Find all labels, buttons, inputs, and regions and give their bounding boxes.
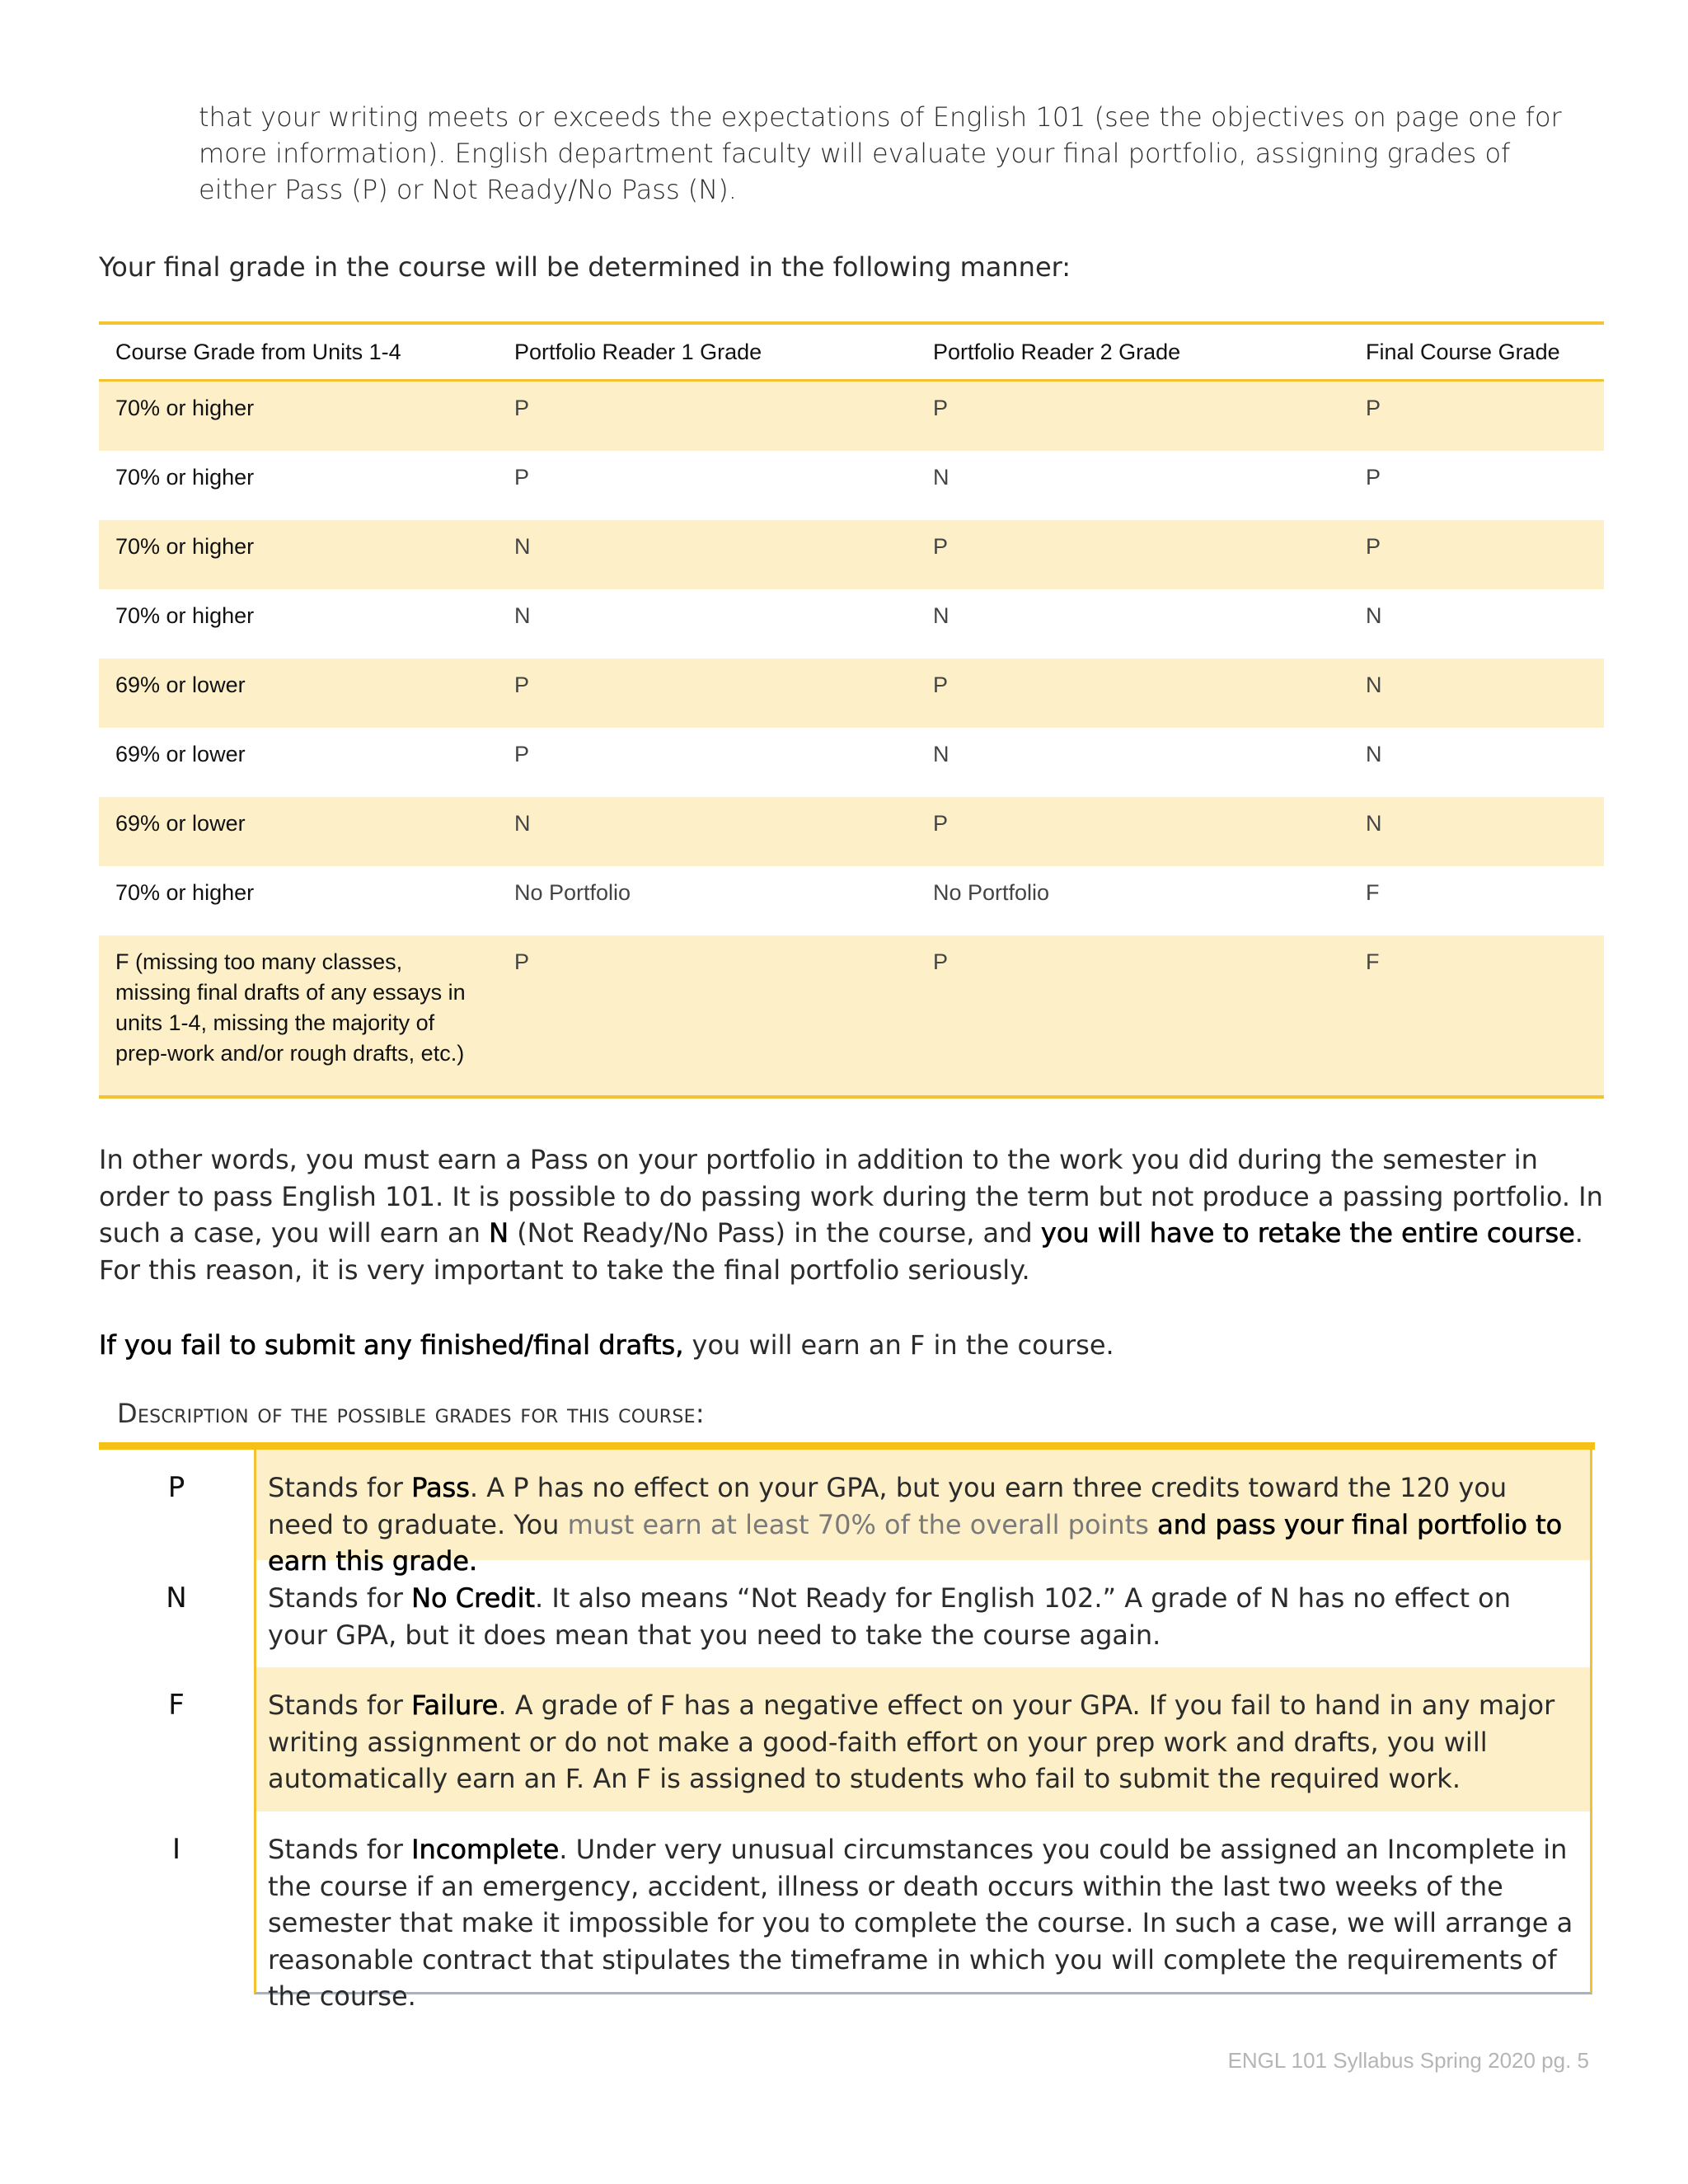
table-row bbox=[99, 797, 1604, 866]
desc-bold-text: and pass your final portfolio to earn this grade. bbox=[268, 1508, 1563, 1577]
desc-text: Stands for bbox=[268, 1690, 412, 1721]
fail-to-submit-note bbox=[99, 1327, 1582, 1363]
table-row bbox=[99, 935, 1604, 1097]
table-cell: 70% or higher bbox=[99, 381, 498, 452]
table-cell: 70% or higher bbox=[115, 465, 255, 490]
table-cell: F (missing too many classes, missing final drafts of any essays in units 1-4, missing the majority of prep-work and/or rough drafts, etc.) bbox=[99, 935, 498, 1097]
grade-term: Pass bbox=[411, 1472, 470, 1503]
table-cell: 69% or lower bbox=[99, 658, 498, 728]
grade-letter: I bbox=[171, 1833, 181, 1866]
grade-row-n bbox=[99, 1560, 1592, 1667]
table-cell: N bbox=[1349, 797, 1604, 866]
table-cell: P bbox=[917, 520, 1349, 589]
grade-letter: P bbox=[167, 1471, 185, 1504]
table-cell: No Portfolio bbox=[933, 880, 1050, 905]
table-cell: 69% or lower bbox=[115, 742, 246, 766]
grades-section-heading: Description of the possible grades for this course: bbox=[117, 1398, 705, 1429]
table-cell: P bbox=[498, 935, 917, 1097]
table-cell: F bbox=[1349, 935, 1604, 1097]
grade-term: Incomplete bbox=[411, 1834, 560, 1865]
table-row bbox=[99, 866, 1604, 935]
table-row bbox=[99, 728, 1604, 797]
table-cell: P bbox=[498, 658, 917, 728]
fail-note-rest: you will earn an F in the course. bbox=[683, 1329, 1114, 1361]
desc-text: . A P has no effect on your GPA, but you earn three credits toward the 120 you need to graduate. You bbox=[268, 1472, 1507, 1540]
table-cell: P bbox=[917, 935, 1349, 1097]
table-cell: 70% or higher bbox=[99, 520, 498, 589]
grade-row-p bbox=[99, 1450, 1592, 1577]
table-cell: P bbox=[917, 797, 1349, 866]
grade-description bbox=[254, 1811, 1592, 2012]
explanation-bold-retake: you will have to retake the entire course bbox=[1040, 1217, 1575, 1249]
table-header-row bbox=[99, 323, 1604, 381]
grade-determination-lead: Your final grade in the course will be determined in the following manner: bbox=[99, 251, 1071, 283]
table-cell: N bbox=[498, 797, 917, 866]
grade-description bbox=[254, 1667, 1592, 1811]
table-cell: N bbox=[1366, 603, 1382, 628]
grade-description bbox=[254, 1560, 1592, 1667]
table-row bbox=[99, 658, 1604, 728]
table-cell: P bbox=[1349, 520, 1604, 589]
table-cell: No Portfolio bbox=[514, 880, 631, 905]
desc-text: Stands for bbox=[268, 1472, 412, 1503]
table-cell: P bbox=[917, 381, 1349, 452]
header-reader-2: Portfolio Reader 2 Grade bbox=[933, 339, 1181, 364]
desc-text: . A grade of F has a negative effect on your GPA. If you fail to hand in any major writing assignment or do not make a good-faith effort on your prep work and drafts, you will automatically earn an F. An F is assigned to students who fail to submit the required work. bbox=[268, 1690, 1555, 1794]
page-footer: ENGL 101 Syllabus Spring 2020 pg. 5 bbox=[1227, 2048, 1589, 2073]
grade-term: No Credit bbox=[411, 1582, 535, 1614]
grade-description bbox=[254, 1450, 1592, 1577]
table-row bbox=[99, 520, 1604, 589]
table-cell: 70% or higher bbox=[115, 603, 255, 628]
section-rule bbox=[99, 1442, 1595, 1450]
table-row bbox=[99, 451, 1604, 520]
table-cell: N bbox=[514, 603, 531, 628]
explanation-bold-n: N bbox=[489, 1217, 509, 1249]
table-cell: N bbox=[498, 520, 917, 589]
header-final-grade: Final Course Grade bbox=[1366, 339, 1560, 364]
table-cell: N bbox=[1366, 742, 1382, 766]
table-row bbox=[99, 381, 1604, 452]
table-cell: P bbox=[514, 742, 530, 766]
grade-descriptions bbox=[99, 1450, 1592, 2012]
portfolio-explanation-paragraph bbox=[99, 1141, 1607, 1288]
table-row bbox=[99, 589, 1604, 658]
table-cell: P bbox=[1366, 465, 1381, 490]
table-cell: 70% or higher bbox=[115, 880, 255, 905]
table-cell: P bbox=[1349, 381, 1604, 452]
table-cell: N bbox=[933, 742, 950, 766]
intro-continuation-paragraph: that your writing meets or exceeds the expectations of English 101 (see the objectives on page one for more information). English department faculty will evaluate your final portfolio, assigning grades of either Pass (P) or Not Ready/No Pass (N). bbox=[199, 101, 1562, 205]
grade-row-f bbox=[99, 1667, 1592, 1811]
table-cell: N bbox=[933, 465, 950, 490]
table-cell: N bbox=[933, 603, 950, 628]
header-reader-1: Portfolio Reader 1 Grade bbox=[514, 339, 762, 364]
desc-text: . It also means “Not Ready for English 102.” A grade of N has no effect on your GPA, but it does mean that you need to take the course again. bbox=[268, 1582, 1512, 1651]
table-cell: P bbox=[498, 381, 917, 452]
explanation-text: . For this reason, it is very important to take the final portfolio seriously. bbox=[99, 1217, 1583, 1286]
grade-letter: N bbox=[166, 1582, 187, 1615]
table-cell: P bbox=[917, 658, 1349, 728]
table-cell: N bbox=[1349, 658, 1604, 728]
header-course-grade: Course Grade from Units 1-4 bbox=[115, 339, 401, 364]
table-cell: 69% or lower bbox=[99, 797, 498, 866]
table-cell: F bbox=[1366, 880, 1380, 905]
final-grade-table bbox=[99, 321, 1604, 1099]
desc-text: Stands for bbox=[268, 1834, 412, 1865]
desc-text: . Under very unusual circumstances you could be assigned an Incomplete in the course if an emergency, accident, illness or death occurs within the last two weeks of the semester that make it impossible for you to complete the course. In such a case, we will arrange a reasonable contract that stipulates the timeframe in which you will complete the requirements of the course. bbox=[268, 1834, 1573, 2012]
grade-letter: F bbox=[168, 1689, 185, 1722]
fail-note-bold: If you fail to submit any finished/final drafts, bbox=[99, 1329, 684, 1361]
explanation-text: In other words, you must earn a Pass on your portfolio in addition to the work you did during the semester in order to pass English 101. It is possible to do passing work during the term but not produce a passing portfolio. In such a case, you will earn an bbox=[99, 1144, 1603, 1249]
grade-term: Failure bbox=[411, 1690, 499, 1721]
grade-row-i bbox=[99, 1811, 1592, 2012]
desc-muted-text: must earn at least 70% of the overall points bbox=[567, 1508, 1149, 1540]
desc-text: Stands for bbox=[268, 1582, 412, 1614]
table-cell: P bbox=[514, 465, 530, 490]
explanation-text: (Not Ready/No Pass) in the course, and bbox=[509, 1217, 1041, 1249]
